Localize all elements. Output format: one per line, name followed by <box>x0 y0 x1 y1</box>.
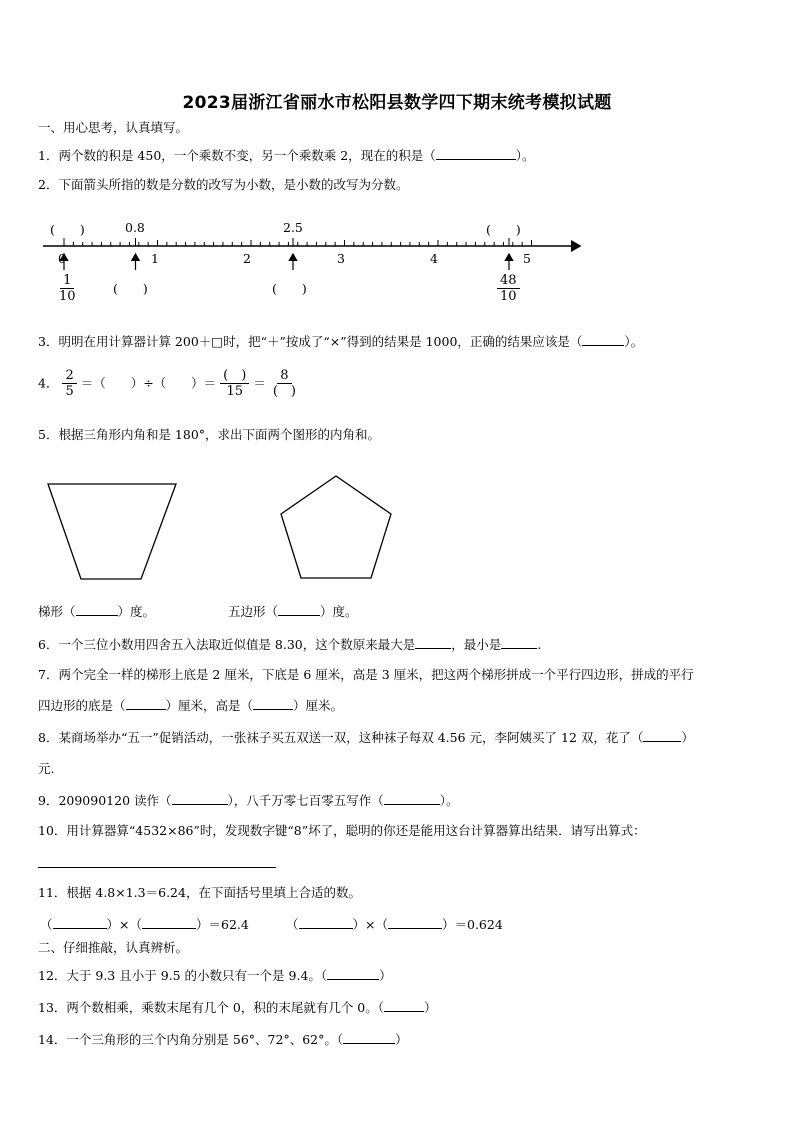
question-6: 6．一个三位小数用四舍五入法取近似值是 8.30，这个数原来最大是 ，最小是 . <box>38 637 542 652</box>
answer-blank[interactable] <box>76 603 118 616</box>
numberline-top-blank[interactable]: ( ) <box>50 222 85 237</box>
question-8: 8．某商场举办“五一”促销活动，一张袜子买五双送一双，这种袜子每双 4.56 元，李阿姨买了 12 双，花了（ ） <box>38 730 694 745</box>
answer-blank[interactable] <box>343 1031 395 1044</box>
pentagon-shape <box>278 474 396 582</box>
page-title: 2023届浙江省丽水市松阳县数学四下期末统考模拟试题 <box>182 93 612 113</box>
fraction-two-fifths: $\frac{2}{5}$ <box>62 368 76 399</box>
trapezoid-shape <box>44 480 184 584</box>
tick-label: 0 <box>58 251 66 266</box>
question-11-part-a: （ ）×（ ）＝62.4 <box>40 917 249 932</box>
answer-blank[interactable] <box>501 636 537 649</box>
numberline-top-label: 0.8 <box>125 220 145 235</box>
question-2: 2．下面箭头所指的数是分数的改写为小数，是小数的改写为分数。 <box>38 177 409 192</box>
tick-label: 5 <box>523 251 531 266</box>
answer-blank[interactable] <box>53 916 107 929</box>
question-4: 4． $\frac{2}{5}$ ＝（ ）÷（ ）＝ $\frac{( )}{15}$ ＝ $\frac{8}{( )}$ <box>38 368 299 399</box>
tick-label: 2 <box>243 251 251 266</box>
tick-label: 3 <box>337 251 345 266</box>
numberline-top-label: 2.5 <box>283 220 303 235</box>
question-5-answers: 梯形（ ）度。 <box>38 604 156 619</box>
question-14: 14．一个三角形的三个内角分别是 56°、72°、62°。（ ） <box>38 1032 408 1047</box>
number-line <box>0 200 794 320</box>
answer-blank[interactable] <box>415 636 451 649</box>
fraction-8-blank[interactable]: $\frac{8}{( )}$ <box>272 368 296 399</box>
section-heading-1: 一、用心思考，认真填写。 <box>38 120 189 135</box>
answer-blank[interactable] <box>384 792 440 805</box>
question-11: 11．根据 4.8×1.3＝6.24，在下面括号里填上合适的数。 <box>38 885 361 900</box>
answer-blank[interactable] <box>126 697 166 710</box>
answer-blank[interactable] <box>388 916 442 929</box>
question-7-line2: 四边形的底是（ ）厘米，高是（ ）厘米。 <box>38 698 344 713</box>
numberline-bottom-blank[interactable]: ( ) <box>113 281 148 296</box>
answer-blank[interactable] <box>384 999 424 1012</box>
question-3: 3．明明在用计算器计算 200＋□时，把“＋”按成了“×”得到的结果是 1000，正确的结果应该是（ ）。 <box>38 334 644 349</box>
numberline-bottom-blank[interactable]: ( ) <box>272 281 307 296</box>
question-5: 5．根据三角形内角和是 180°，求出下面两个图形的内角和。 <box>38 427 381 442</box>
fraction-blank-15[interactable]: $\frac{( )}{15}$ <box>220 368 249 399</box>
answer-blank[interactable] <box>299 916 353 929</box>
question-8-line2: 元. <box>38 761 55 776</box>
question-1: 1．两个数的积是 450，一个乘数不变，另一个乘数乘 2，现在的积是（ ）。 <box>38 148 535 163</box>
numberline-top-blank[interactable]: ( ) <box>486 222 521 237</box>
question-7: 7．两个完全一样的梯形上底是 2 厘米，下底是 6 厘米，高是 3 厘米，把这两个梯形拼成一个平行四边形，拼成的平行 <box>38 667 694 682</box>
answer-blank[interactable] <box>582 333 624 346</box>
question-9: 9．209090120 读作（ ），八千万零七百零五写作（ ）。 <box>38 793 459 808</box>
answer-blank[interactable] <box>327 967 379 980</box>
fraction-48-tenths: $\frac{48}{10}$ <box>497 273 520 304</box>
question-10: 10．用计算器算“4532×86”时，发现数字键“8”坏了，聪明的你还是能用这台计算器算出结果．请写出算式： <box>38 823 646 838</box>
tick-label: 1 <box>151 251 159 266</box>
question-12: 12．大于 9.3 且小于 9.5 的小数只有一个是 9.4。（ ） <box>38 968 392 983</box>
tick-label: 4 <box>430 251 438 266</box>
answer-blank[interactable] <box>278 603 320 616</box>
question-13: 13．两个数相乘，乘数末尾有几个 0，积的末尾就有几个 0。（ ） <box>38 1000 437 1015</box>
question-5-answers-pentagon: 五边形（ ）度。 <box>228 604 358 619</box>
answer-blank[interactable] <box>142 916 196 929</box>
answer-line[interactable] <box>38 867 276 868</box>
answer-blank[interactable] <box>172 792 228 805</box>
question-11-part-b: （ ）×（ ）＝0.624 <box>286 917 503 932</box>
division-blanks[interactable]: ＝（ ）÷（ ）＝ <box>80 375 217 391</box>
section-heading-2: 二、仔细推敲，认真辨析。 <box>38 940 189 955</box>
answer-blank[interactable] <box>253 697 293 710</box>
answer-blank[interactable] <box>436 147 516 160</box>
fraction-one-tenth: $\frac{1}{10}$ <box>59 273 76 304</box>
answer-blank[interactable] <box>643 729 681 742</box>
